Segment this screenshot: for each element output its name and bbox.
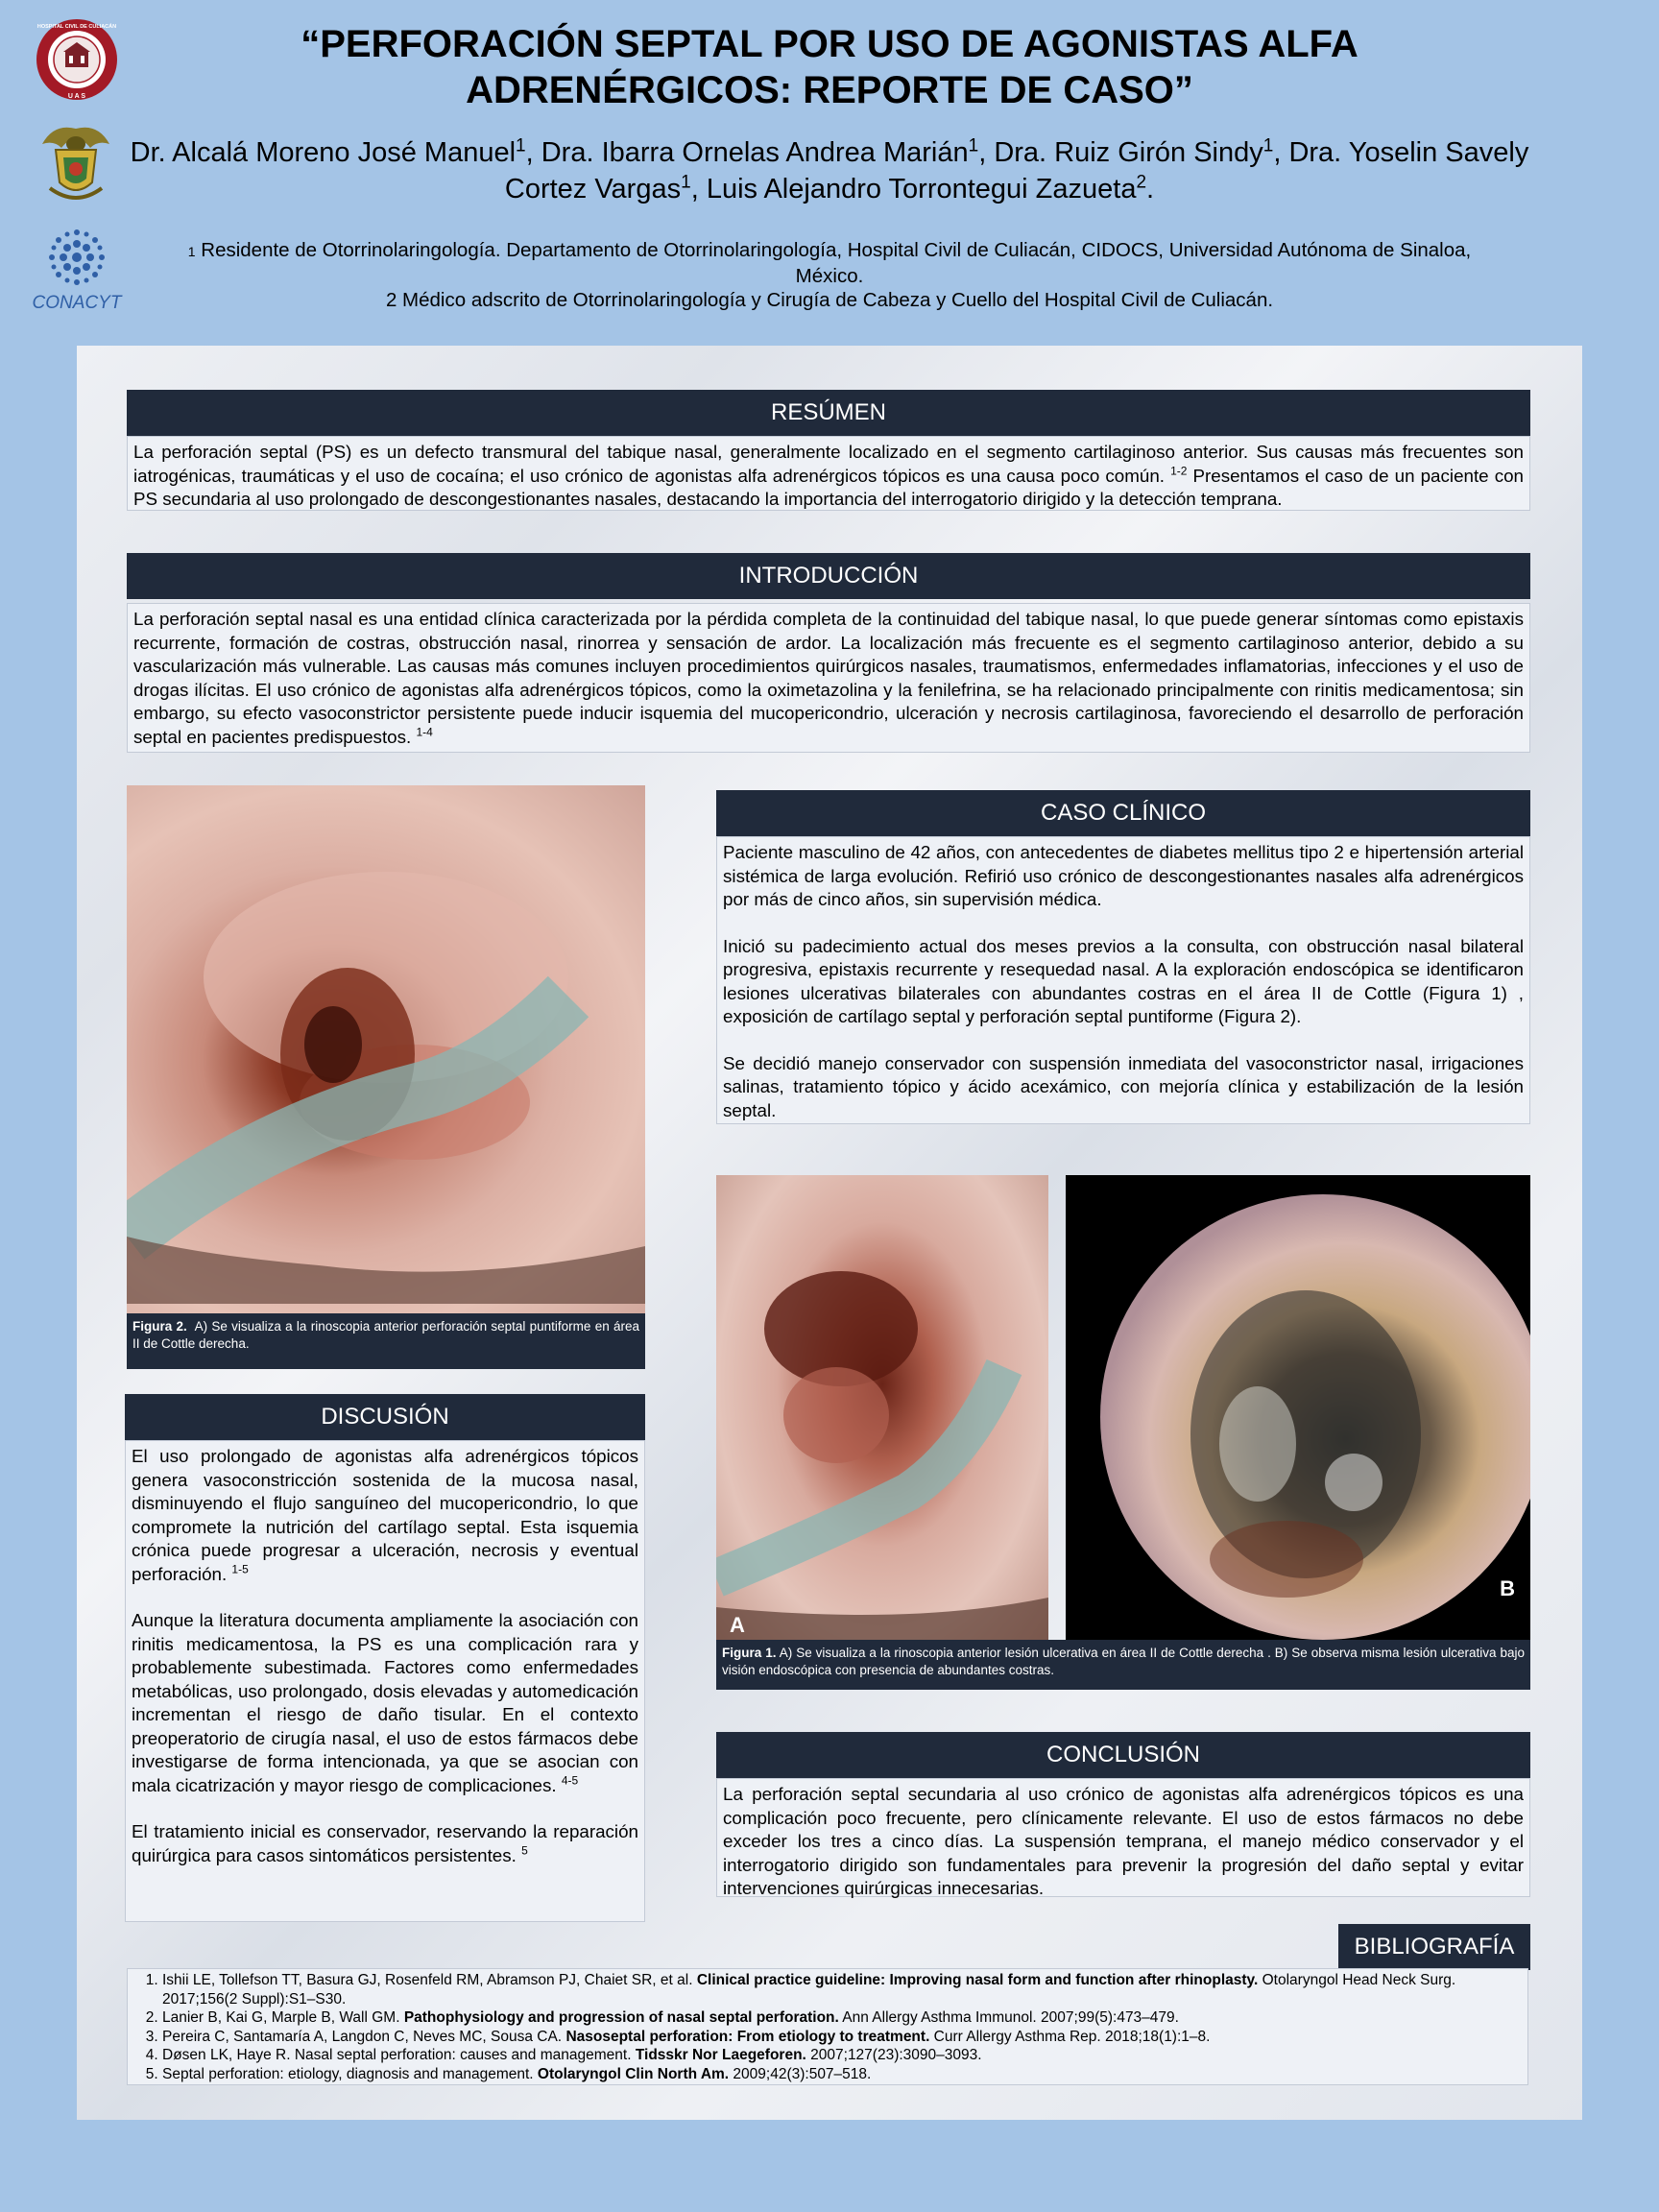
conclusion-heading: CONCLUSIÓN <box>716 1732 1530 1778</box>
author-sep: , <box>1273 137 1289 168</box>
authors-line <box>115 134 1544 207</box>
figure-1b-label: B <box>1500 1576 1515 1600</box>
discusion-paragraph-2: Aunque la literatura documenta ampliamente la asociación con rinitis medicamentosa, la PS es una complicación rara y probablemente subestimada. Factores como enfermedades metabólicas, uso prolongado, dosis elevadas y automedicación incrementan el riesgo de daño tisular. En el contexto preoperatorio de cirugía nasal, el uso de estos fármacos debe investigarse de forma intencionada, ya que se asocian con mala cicatrización y mayor riesgo de complicaciones. <box>132 1610 638 1795</box>
author-name: Dra. Yoselin Savely Cortez Vargas <box>504 137 1529 204</box>
author-sup: 1 <box>681 172 691 193</box>
reference-item: 4. Døsen LK, Haye R. Nasal septal perforation: causes and management. Tidsskr Nor Laegeforen. 2007;127(23):3090–3093. <box>162 2046 1520 2065</box>
reference-item: 3. Pereira C, Santamaría A, Langdon C, Neves MC, Sousa CA. Nasoseptal perforation: From etiology to treatment. Curr Allergy Asthma Rep. 2018;18(1):1–8. <box>162 2028 1520 2047</box>
introduccion-body <box>127 603 1530 753</box>
bibliografia-list <box>127 1968 1528 2085</box>
author-sup: 1 <box>516 135 526 156</box>
discusion-ref-1: 1-5 <box>231 1562 249 1576</box>
discusion-paragraph-3: El tratamiento inicial es conservador, reservando la reparación quirúrgica para casos sintomáticos persistentes. <box>132 1821 638 1865</box>
author-sep: , <box>525 137 541 168</box>
author-name: Luis Alejandro Torrontegui Zazueta <box>706 174 1137 204</box>
caso-paragraph-1: Paciente masculino de 42 años, con antecedentes de diabetes mellitus tipo 2 e hipertensión arterial sistémica de larga evolución. Refirió uso crónico de descongestionantes nasales alfa adrenérgicos por más de cinco años, sin supervisión médica. <box>723 842 1524 909</box>
discusion-heading: DISCUSIÓN <box>125 1394 645 1440</box>
affiliation-1 <box>154 238 1505 288</box>
title-line-2: ADRENÉRGICOS: REPORTE DE CASO” <box>466 69 1193 111</box>
caso-paragraph-2: Inició su padecimiento actual dos meses previos a la consulta, con obstrucción nasal bilateral progresiva, epistaxis recurrente y resequedad nasal. A la exploración endoscópica se identificaron lesiones ulcerativas bilaterales con abundantes costras en el área II de Cottle (Figura 1) , exposición de cartílago septal y perforación septal puntiforme (Figura 2). <box>723 935 1524 1026</box>
conacyt-logo <box>29 228 125 311</box>
author-sup: 1 <box>1262 135 1274 156</box>
conclusion-body <box>716 1778 1530 1897</box>
poster-title <box>134 21 1525 113</box>
discusion-ref-3: 5 <box>521 1843 528 1858</box>
author-sup: 2 <box>1136 172 1147 193</box>
figure-2-text: A) Se visualiza a la rinoscopia anterior perforación septal puntiforme en área II de Cottle derecha. <box>132 1319 639 1351</box>
resumen-text-2: Presentamos el caso de un paciente con PS secundaria al uso prolongado de descongestionantes nasales, destacando la importancia del interrogatorio dirigido y la detección temprana. <box>133 465 1524 509</box>
affiliation-1-number: 1 <box>187 244 196 259</box>
resumen-ref: 1-2 <box>1170 464 1188 478</box>
figure-2-caption <box>127 1313 645 1369</box>
author-name: Dra. Ruiz Girón Sindy <box>994 137 1263 168</box>
resumen-body <box>127 436 1530 511</box>
rhinoscopy-image <box>127 785 645 1313</box>
figure-1b-photo <box>1066 1175 1530 1640</box>
caso-heading: CASO CLÍNICO <box>716 790 1530 836</box>
reference-item: 5. Septal perforation: etiology, diagnosis and management. Otolaryngol Clin North Am. 2009;42(3):507–518. <box>162 2065 1520 2084</box>
introduccion-text: La perforación septal nasal es una entidad clínica caracterizada por la pérdida completa de la continuidad del tabique nasal, lo que puede generar síntomas como epistaxis recurrente, formación de costras, obstrucción nasal, rinorrea y sensación de ardor. La localización más frecuente es el segmento cartilaginoso anterior, debido a su vascularización más vulnerable. Las causas más comunes incluyen procedimientos quirúrgicos nasales, traumatismos, enfermedades inflamatorias, infecciones y el uso de drogas ilícitas. El uso crónico de agonistas alfa adrenérgicos tópicos, como la oximetazolina y la fenilefrina, se ha relacionado principalmente con rinitis medicamentosa; sin embargo, su efecto vasoconstrictor persistente puede inducir isquemia del mucopericondrio, ulceración y necrosis cartilaginosa, favoreciendo el desarrollo de perforación septal en pacientes predispuestos. <box>133 609 1524 747</box>
author-sep: . <box>1146 174 1155 204</box>
author-sep: , <box>978 137 995 168</box>
hospital-seal-logo <box>35 17 119 102</box>
title-line-1: “PERFORACIÓN SEPTAL POR USO DE AGONISTAS ALFA <box>301 23 1358 65</box>
figure-1-caption <box>716 1640 1530 1690</box>
figure-1a-photo <box>716 1175 1048 1640</box>
poster-header <box>0 0 1659 346</box>
figure-1a-label: A <box>730 1613 745 1637</box>
resumen-heading: RESÚMEN <box>127 390 1530 436</box>
seal-top-text: HOSPITAL CIVIL DE CULIACÁN <box>36 24 117 30</box>
reference-item: 1. Ishii LE, Tollefson TT, Basura GJ, Rosenfeld RM, Abramson PJ, Chaiet SR, et al. Clinical practice guideline: Improving nasal form and function after rhinoplasty. Otolaryngol Head Neck Surg. 2017;156(2 Suppl):S1–S30. <box>162 1971 1520 2008</box>
discusion-paragraph-1: El uso prolongado de agonistas alfa adrenérgicos tópicos genera vasoconstricción sostenida de la mucosa nasal, disminuyendo el flujo sanguíneo del mucopericondrio, lo que compromete la nutrición del cartílago septal. Esta isquemia crónica puede progresar a ulceración, necrosis y eventual perforación. <box>132 1446 638 1584</box>
affiliations <box>154 238 1505 312</box>
introduccion-ref: 1-4 <box>416 725 433 739</box>
conclusion-text: La perforación septal secundaria al uso crónico de agonistas alfa adrenérgicos tópicos es una complicación poco frecuente, pero clínicamente relevante. El uso de estos fármacos no debe exceder los tres a cinco días. La suspensión temprana, el manejo médico conservador y el interrogatorio dirigido son fundamentales para prevenir la progresión del daño septal y evitar intervenciones quirúrgicas innecesarias. <box>723 1784 1524 1898</box>
reference-item: 2. Lanier B, Kai G, Marple B, Wall GM. Pathophysiology and progression of nasal septal perforation. Ann Allergy Asthma Immunol. 2007;99(5):473–479. <box>162 2008 1520 2028</box>
author-sep: , <box>690 174 707 204</box>
author-name: Dr. Alcalá Moreno José Manuel <box>130 137 517 168</box>
discusion-ref-2: 4-5 <box>561 1773 579 1788</box>
eagle-emblem-logo <box>35 115 117 211</box>
figure-1-label: Figura 1. <box>722 1646 777 1660</box>
endoscopy-image-b <box>1066 1175 1530 1640</box>
introduccion-heading: INTRODUCCIÓN <box>127 553 1530 599</box>
affiliation-1-text: Residente de Otorrinolaringología. Departamento de Otorrinolaringología, Hospital Civil de Culiacán, CIDOCS, Universidad Autónoma de Sinaloa, México. <box>201 239 1472 287</box>
conacyt-wordmark: CONACYT <box>32 293 122 313</box>
author-name: Dra. Ibarra Ornelas Andrea Marián <box>541 137 969 168</box>
figure-2-label: Figura 2. <box>132 1319 187 1334</box>
discusion-body <box>125 1440 645 1922</box>
caso-paragraph-3: Se decidió manejo conservador con suspensión inmediata del vasoconstrictor nasal, irrigaciones salinas, tratamiento tópico y ácido acexámico, con mejoría clínica y estabilización de la lesión septal. <box>723 1052 1524 1120</box>
seal-bottom-text: U A S <box>67 93 86 100</box>
resumen-text: La perforación septal (PS) es un defecto transmural del tabique nasal, generalmente localizado en el segmento cartilaginoso anterior. Sus causas más frecuentes son iatrogénicas, traumáticas y el uso de cocaína; el uso crónico de agonistas alfa adrenérgicos tópicos es una causa poco común. <box>133 442 1524 486</box>
bibliografia-heading: BIBLIOGRAFÍA <box>1338 1924 1530 1970</box>
figure-1-text: A) Se visualiza a la rinoscopia anterior lesión ulcerativa en área II de Cottle derecha . B) Se observa misma lesión ulcerativa bajo visión endoscópica con presencia de abundantes costras. <box>722 1646 1525 1677</box>
affiliation-2: 2 Médico adscrito de Otorrinolaringología y Cirugía de Cabeza y Cuello del Hospital Civil de Culiacán. <box>385 289 1274 311</box>
rhinoscopy-image-a <box>716 1175 1048 1640</box>
figure-2-photo <box>127 785 645 1313</box>
caso-body <box>716 836 1530 1124</box>
author-sup: 1 <box>968 135 979 156</box>
